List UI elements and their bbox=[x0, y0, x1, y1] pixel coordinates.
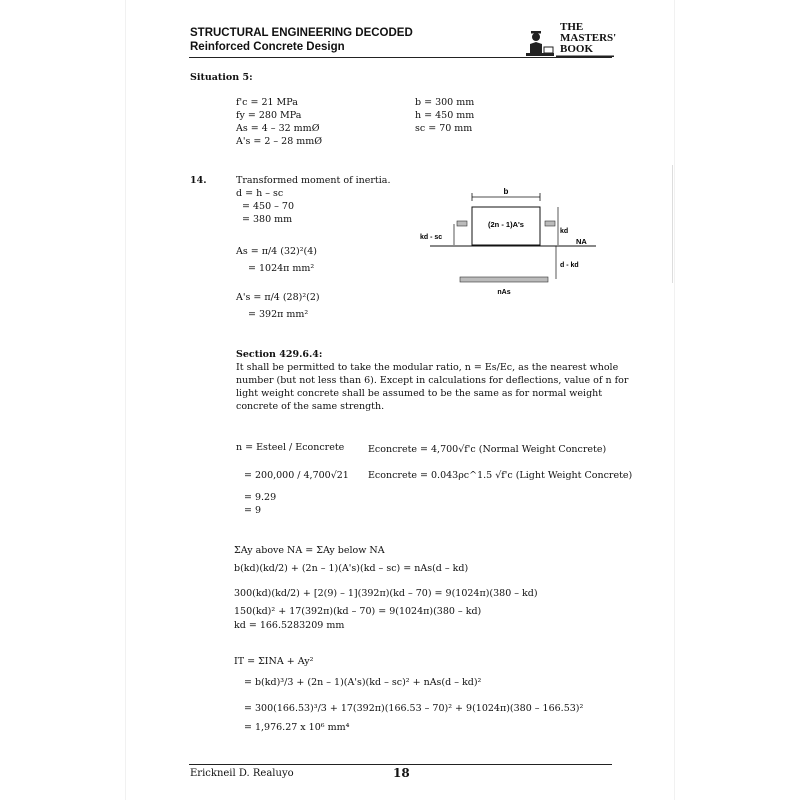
transformed-section-diagram bbox=[410, 185, 610, 300]
logo-line-3: BOOK bbox=[560, 43, 594, 55]
footer-author: Erickneil D. Realuyo bbox=[190, 768, 294, 779]
header-title: STRUCTURAL ENGINEERING DECODED bbox=[190, 27, 413, 39]
given-fy: fy = 280 MPa bbox=[236, 110, 302, 121]
page-number: 18 bbox=[393, 766, 410, 780]
section-title: Section 429.6.4: bbox=[236, 349, 323, 360]
moment-line-1: ΣAy above NA = ΣAy below NA bbox=[234, 545, 385, 556]
logo-text bbox=[560, 22, 616, 55]
problem-title: Transformed moment of inertia. bbox=[236, 175, 391, 186]
section-text-1: It shall be permitted to take the modular ratio, n = Es/Ec, as the nearest whole bbox=[236, 362, 619, 373]
scroll-indicator[interactable] bbox=[672, 165, 676, 283]
n-line-2: = 200,000 / 4,700√21 bbox=[244, 470, 349, 481]
inertia-line-1: IT = ΣINA + Ay² bbox=[234, 656, 314, 667]
inertia-result: = 1,976.27 x 10⁶ mm⁴ bbox=[244, 722, 350, 733]
moment-line-4: 150(kd)² + 17(392π)(kd – 70) = 9(1024π)(380 – kd) bbox=[234, 606, 482, 617]
label-d-kd: d - kd bbox=[560, 262, 579, 269]
label-na: NA bbox=[576, 237, 587, 246]
logo-line-2: MASTERS' bbox=[560, 32, 617, 44]
compression-steel-left bbox=[457, 221, 467, 226]
label-kd-sc: kd - sc bbox=[420, 234, 443, 241]
inertia-line-2: = b(kd)³/3 + (2n – 1)(A's)(kd – sc)² + nAs(d – kd)² bbox=[244, 677, 482, 688]
inertia-line-3: = 300(166.53)³/3 + 17(392π)(166.53 – 70)² + 9(1024π)(380 – 166.53)² bbox=[244, 703, 584, 714]
page-header bbox=[190, 26, 413, 54]
d-line-3: = 380 mm bbox=[242, 214, 293, 225]
label-inner: (2n - 1)A's bbox=[488, 220, 524, 229]
moment-line-3: 300(kd)(kd/2) + [2(9) – 1](392π)(kd – 70) = 9(1024π)(380 – kd) bbox=[234, 588, 538, 599]
label-nas: nAs bbox=[497, 289, 511, 296]
given-sc: sc = 70 mm bbox=[415, 123, 473, 134]
given-h: h = 450 mm bbox=[415, 110, 475, 121]
n-line-3: = 9.29 bbox=[244, 492, 277, 503]
d-line-1: d = h – sc bbox=[236, 188, 284, 199]
n-line-1: n = Esteel / Econcrete bbox=[236, 442, 345, 453]
tension-steel bbox=[460, 277, 548, 282]
as-line-1: As = π/4 (32)²(4) bbox=[236, 246, 318, 257]
section-text-4: concrete of the same strength. bbox=[236, 401, 385, 412]
label-b: b bbox=[503, 187, 509, 196]
as-line-2: = 1024π mm² bbox=[248, 263, 315, 274]
given-b: b = 300 mm bbox=[415, 97, 475, 108]
header-subtitle: Reinforced Concrete Design bbox=[190, 41, 345, 53]
logo-line-1: THE bbox=[560, 21, 584, 33]
d-line-2: = 450 – 70 bbox=[242, 201, 294, 212]
ec-light: Econcrete = 0.043ρc^1.5 √f'c (Light Weight Concrete) bbox=[368, 470, 633, 481]
kd-result: kd = 166.5283209 mm bbox=[234, 620, 345, 631]
footer-rule bbox=[189, 764, 612, 765]
aps-line-1: A's = π/4 (28)²(2) bbox=[236, 292, 320, 303]
ec-normal: Econcrete = 4,700√f'c (Normal Weight Concrete) bbox=[368, 444, 607, 455]
label-kd: kd bbox=[560, 228, 569, 235]
given-as: As = 4 – 32 mmØ bbox=[236, 123, 320, 134]
given-fc: f'c = 21 MPa bbox=[236, 97, 298, 108]
moment-line-2: b(kd)(kd/2) + (2n – 1)(A's)(kd – sc) = nAs(d – kd) bbox=[234, 563, 469, 574]
n-line-4: = 9 bbox=[244, 505, 262, 516]
aps-line-2: = 392π mm² bbox=[248, 309, 309, 320]
problem-number: 14. bbox=[190, 175, 207, 186]
situation-title: Situation 5: bbox=[190, 72, 253, 83]
section-text-2: number (but not less than 6). Except in calculations for deflections, value of n for bbox=[236, 375, 629, 386]
given-aps: A's = 2 – 28 mmØ bbox=[236, 136, 323, 147]
section-text-3: light weight concrete shall be assumed to be the same as for normal weight bbox=[236, 388, 603, 399]
compression-steel-right bbox=[545, 221, 555, 226]
